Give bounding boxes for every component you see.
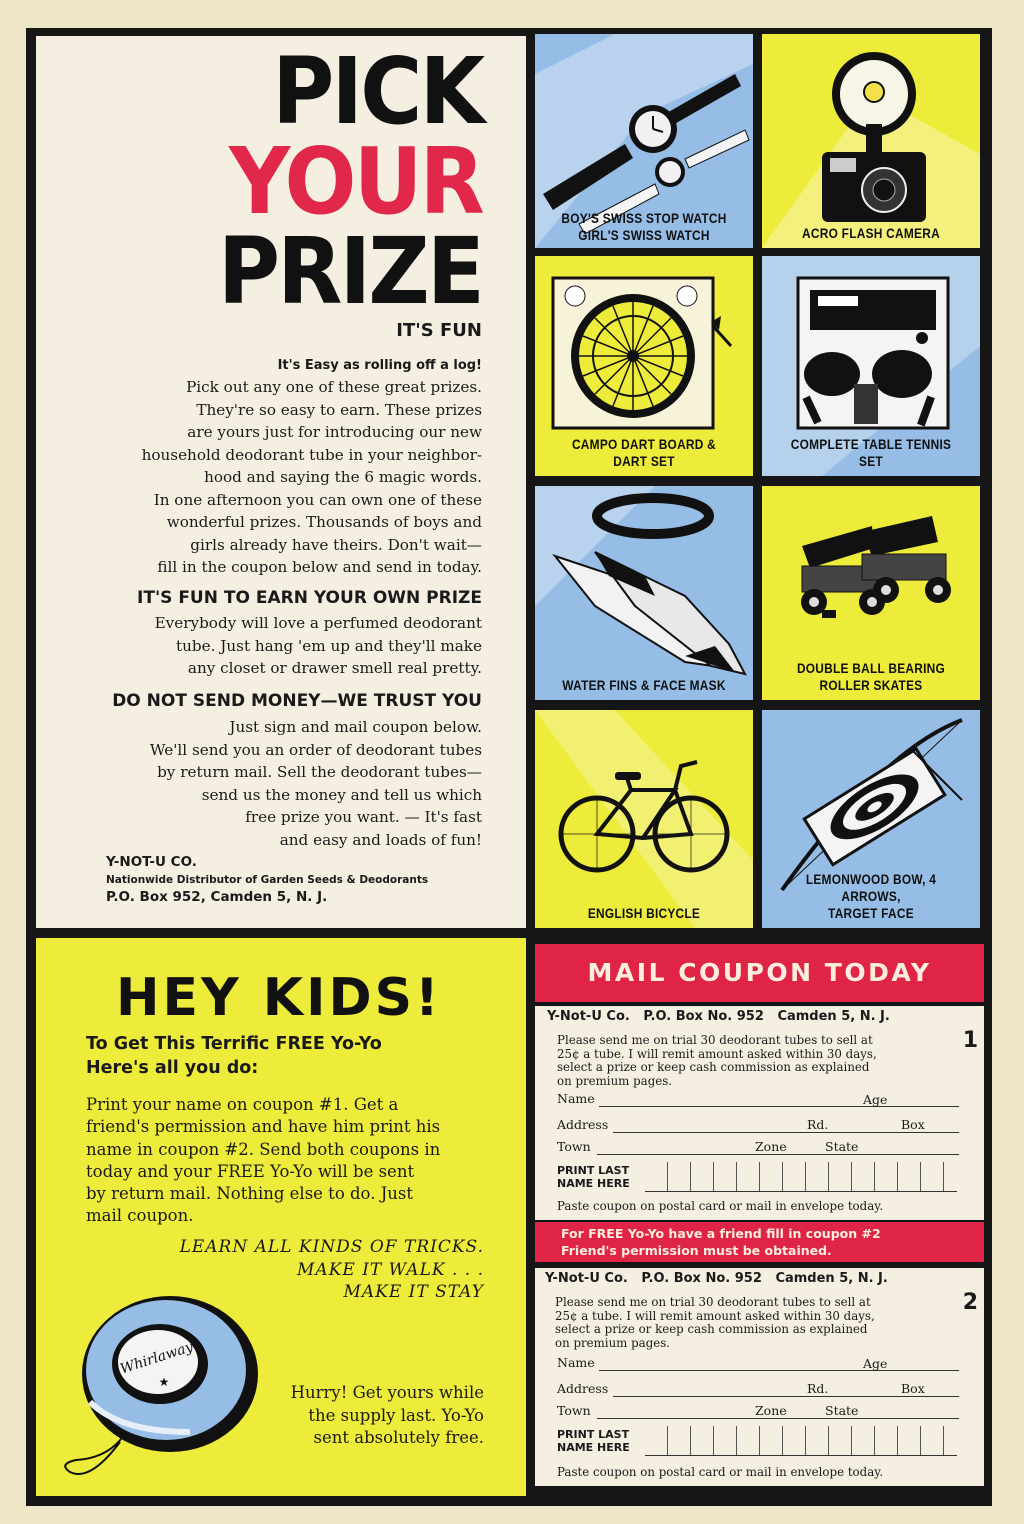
fins-icon <box>535 486 753 700</box>
headline-prize: PRIZE <box>217 218 482 325</box>
name-field[interactable] <box>599 1370 959 1371</box>
box-label: Box <box>901 1381 925 1396</box>
hey-kids-panel <box>36 938 526 1496</box>
instructions-intro: Here's all you do: <box>86 1058 259 1078</box>
trust-heading: DO NOT SEND MONEY—WE TRUST YOU <box>112 691 482 711</box>
name-label: Name <box>557 1091 595 1106</box>
zone-label: Zone <box>755 1139 787 1154</box>
prize-label: CAMPO DART BOARD & DART SET <box>571 436 717 469</box>
prize-label: ENGLISH BICYCLE <box>587 905 701 921</box>
town-label: Town <box>557 1139 591 1154</box>
address-field[interactable] <box>613 1132 959 1133</box>
ad-copy-panel <box>36 36 526 928</box>
prize-label: DOUBLE BALL BEARING ROLLER SKATES <box>796 660 946 693</box>
coupon-1[interactable] <box>535 1006 984 1220</box>
box-label: Box <box>901 1117 925 1132</box>
town-field[interactable] <box>597 1418 959 1419</box>
prize-table-tennis <box>762 256 980 476</box>
prize-label: BOY'S SWISS STOP WATCH GIRL'S SWISS WATCH <box>561 210 727 243</box>
prize-watch <box>535 34 753 248</box>
yoyo-icon <box>50 1282 270 1492</box>
coupon-address: Y-Not-U Co. P.O. Box No. 952 Camden 5, N. J. <box>545 1271 888 1286</box>
paste-instruction: Paste coupon on postal card or mail in envelope today. <box>557 1199 884 1213</box>
tricks-text: LEARN ALL KINDS OF TRICKS. MAKE IT WALK . . . MAKE IT STAY <box>179 1237 484 1302</box>
name-label: Name <box>557 1355 595 1370</box>
coupon-number-1: 1 <box>962 1028 978 1053</box>
prize-dartboard <box>535 256 753 476</box>
its-fun-heading: IT'S FUN <box>396 320 482 341</box>
address-label: Address <box>557 1381 609 1396</box>
town-field[interactable] <box>597 1154 959 1155</box>
hey-kids-title: HEY KIDS! <box>116 968 442 1028</box>
last-name-boxes[interactable] <box>645 1162 957 1192</box>
state-label: State <box>825 1403 859 1418</box>
age-label: Age <box>863 1092 888 1107</box>
prize-label: WATER FINS & FACE MASK <box>562 677 726 693</box>
coupon-address: Y-Not-U Co. P.O. Box No. 952 Camden 5, N. J. <box>547 1009 890 1024</box>
bicycle-icon <box>535 710 753 928</box>
tagline: It's Easy as rolling off a log! <box>277 358 482 373</box>
print-last-name-label: PRINT LAST NAME HERE <box>557 1164 630 1190</box>
instructions-paragraph: Print your name on coupon #1. Get a friend's permission and have him print his name in coupon #2. Send both coupons in today and your FREE Yo-Yo will be sent by return mail. Nothing else to do. Just mail coupon. <box>86 1095 441 1226</box>
prize-bicycle <box>535 710 753 928</box>
intro-paragraph: Pick out any one of these great prizes. They're so easy to earn. These prizes are yours just for introducing our new household deodorant tube in your neighbor- hood and saying the 6 magic words. In one afternoon you can own one of these wonderful prizes. Thousands of boys and girls already have theirs. Don't wait— fill in the coupon below and send in today. <box>141 378 482 576</box>
print-last-name-label: PRINT LAST NAME HERE <box>557 1428 630 1454</box>
prize-fins <box>535 486 753 700</box>
paste-instruction: Paste coupon on postal card or mail in envelope today. <box>557 1465 884 1479</box>
zone-label: Zone <box>755 1403 787 1418</box>
coupon-number-2: 2 <box>962 1290 978 1315</box>
name-field[interactable] <box>599 1106 959 1107</box>
camera-icon <box>762 34 980 248</box>
yoyo-offer-line: To Get This Terrific FREE Yo-Yo <box>86 1034 382 1054</box>
coupon-terms: Please send me on trial 30 deodorant tubes to sell at 25¢ a tube. I will remit amount asked within 30 days, select a prize or keep cash commission as explained on premium pages. <box>557 1033 877 1088</box>
company-address: P.O. Box 952, Camden 5, N. J. <box>106 889 328 905</box>
earn-heading: IT'S FUN TO EARN YOUR OWN PRIZE <box>137 588 482 608</box>
mail-coupon-panel <box>535 938 984 1496</box>
trust-paragraph: Just sign and mail coupon below. We'll send you an order of deodorant tubes by return mail. Sell the deodorant tubes— send us the money and tell us which free prize you want. — It's fast and easy and loads of fun! <box>149 718 482 849</box>
prize-bow <box>762 710 980 928</box>
earn-paragraph: Everybody will love a perfumed deodorant tube. Just hang 'em up and they'll make any closet or drawer smell real pretty. <box>154 614 482 677</box>
prize-label: COMPLETE TABLE TENNIS SET <box>790 436 952 469</box>
address-field[interactable] <box>613 1396 959 1397</box>
company-name: Y-NOT-U CO. <box>106 854 197 870</box>
rd-label: Rd. <box>807 1381 829 1396</box>
svg-text:★: ★ <box>158 1375 170 1389</box>
last-name-boxes[interactable] <box>645 1426 957 1456</box>
coupon-terms: Please send me on trial 30 deodorant tubes to sell at 25¢ a tube. I will remit amount asked within 30 days, select a prize or keep cash commission as explained on premium pages. <box>555 1295 875 1350</box>
prize-label: LEMONWOOD BOW, 4 ARROWS, TARGET FACE <box>805 871 937 921</box>
prize-skates <box>762 486 980 700</box>
rd-label: Rd. <box>807 1117 829 1132</box>
town-label: Town <box>557 1403 591 1418</box>
company-description: Nationwide Distributor of Garden Seeds & Deodorants <box>106 874 429 886</box>
yoyo-brand: Whirlaway <box>118 1338 196 1378</box>
mail-coupon-header: MAIL COUPON TODAY <box>535 944 984 1002</box>
age-label: Age <box>863 1356 888 1371</box>
address-label: Address <box>557 1117 609 1132</box>
coupon-2[interactable] <box>535 1268 984 1486</box>
prize-camera <box>762 34 980 248</box>
hurry-text: Hurry! Get yours while the supply last. Yo-Yo sent absolutely free. <box>290 1383 484 1447</box>
friend-notice: For FREE Yo-Yo have a friend fill in coupon #2 Friend's permission must be obtained. <box>535 1222 984 1262</box>
state-label: State <box>825 1139 859 1154</box>
prize-label: ACRO FLASH CAMERA <box>802 225 940 241</box>
headline-pick: PICK <box>271 38 482 145</box>
headline-your: YOUR <box>228 128 482 235</box>
